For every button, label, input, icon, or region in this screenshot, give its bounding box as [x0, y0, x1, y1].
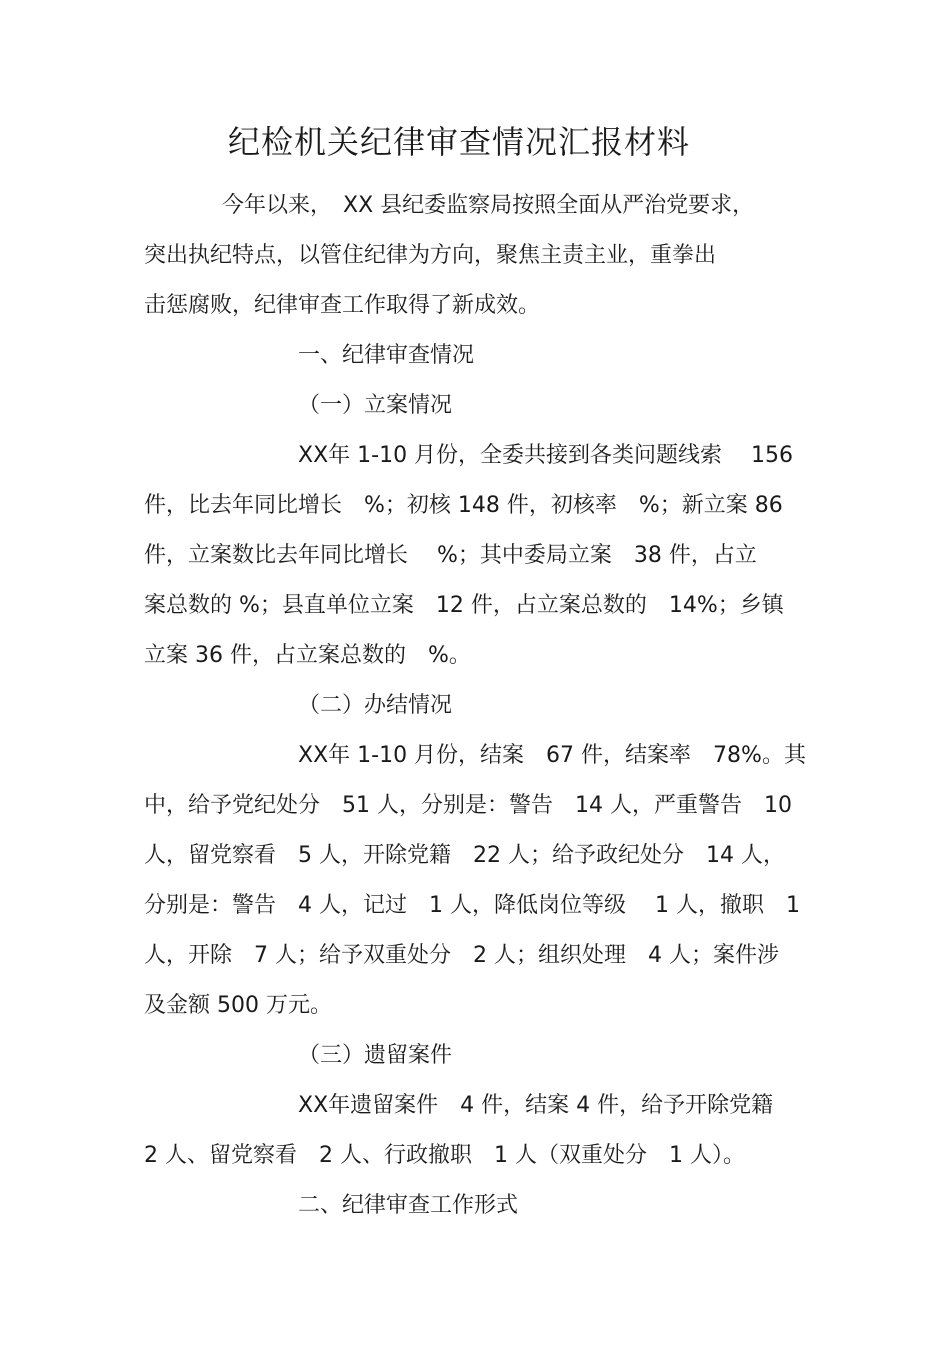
- section-heading: 二、纪律审查工作形式: [298, 1193, 519, 1218]
- paragraph-line: XX年 1-10 月份，结案 67 件，结案率 78%。其: [298, 743, 806, 768]
- paragraph-line: 分别是：警告 4 人，记过 1 人，降低岗位等级 1 人，撤职 1: [144, 893, 800, 918]
- subsection-heading: （三）遗留案件: [298, 1043, 453, 1068]
- section-heading: 一、纪律审查情况: [298, 343, 475, 368]
- paragraph-line: 件，比去年同比增长 %；初核 148 件，初核率 %；新立案 86: [144, 493, 783, 518]
- subsection-heading: （一）立案情况: [298, 393, 453, 418]
- paragraph-line: 人，留党察看 5 人，开除党籍 22 人；给予政纪处分 14 人，: [144, 843, 785, 868]
- paragraph-line: 今年以来， XX 县纪委监察局按照全面从严治党要求，: [222, 193, 755, 218]
- paragraph-line: 及金额 500 万元。: [144, 993, 332, 1018]
- paragraph-line: 击惩腐败，纪律审查工作取得了新成效。: [144, 293, 541, 318]
- subsection-heading: （二）办结情况: [298, 693, 453, 718]
- paragraph-line: 件，立案数比去年同比增长 %；其中委局立案 38 件，占立: [144, 543, 757, 568]
- paragraph-line: 案总数的 %；县直单位立案 12 件，占立案总数的 14%；乡镇: [144, 593, 784, 618]
- document-title: 纪检机关纪律审查情况汇报材料: [228, 123, 691, 161]
- paragraph-line: 中，给予党纪处分 51 人，分别是：警告 14 人，严重警告 10: [144, 793, 792, 818]
- paragraph-line: 2 人、留党察看 2 人、行政撤职 1 人（双重处分 1 人）。: [144, 1143, 745, 1168]
- paragraph-line: XX年 1-10 月份，全委共接到各类问题线索 156: [298, 443, 794, 468]
- paragraph-line: 人，开除 7 人；给予双重处分 2 人；组织处理 4 人；案件涉: [144, 943, 779, 968]
- paragraph-line: 立案 36 件，占立案总数的 %。: [144, 643, 471, 668]
- paragraph-line: 突出执纪特点，以管住纪律为方向，聚焦主责主业，重拳出: [144, 243, 717, 268]
- paragraph-line: XX年遗留案件 4 件，结案 4 件，给予开除党籍: [298, 1093, 774, 1118]
